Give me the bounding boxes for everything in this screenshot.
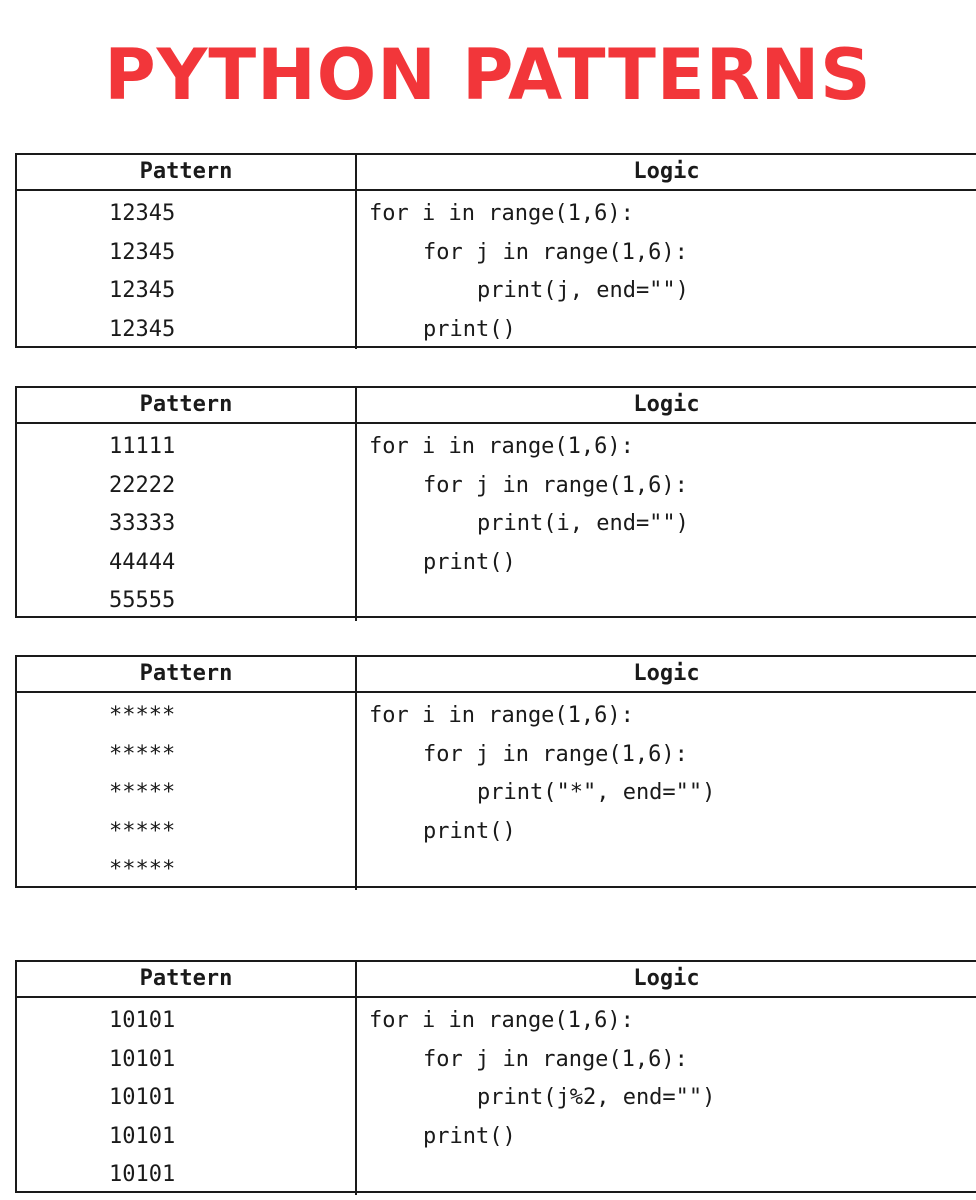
table-header [17, 657, 976, 693]
pattern-output-cell [17, 693, 357, 890]
code-line: print() [423, 818, 516, 844]
pattern-line: ***** [109, 703, 176, 728]
pattern-line: 10101 [109, 1162, 176, 1187]
code-line: print("*", end="") [477, 780, 716, 805]
pattern-line: ***** [109, 818, 176, 844]
pattern-table-4 [15, 960, 976, 1193]
code-line: print(j%2, end="") [477, 1085, 716, 1110]
code-line: for i in range(1,6): [369, 703, 634, 728]
logic-code-cell [357, 191, 976, 349]
pattern-column-header: Pattern [17, 388, 357, 422]
code-line: print(i, end="") [477, 511, 689, 536]
pattern-line: 22222 [109, 472, 176, 498]
pattern-column-header: Pattern [17, 657, 357, 691]
pattern-line: 12345 [109, 278, 176, 303]
logic-column-header: Logic [633, 159, 700, 184]
pattern-line: 44444 [109, 549, 176, 575]
pattern-line: 12345 [109, 201, 176, 226]
table-header [17, 388, 976, 424]
pattern-line: 10101 [109, 1123, 176, 1149]
pattern-line: 12345 [109, 239, 176, 265]
code-line: print(j, end="") [477, 278, 689, 303]
logic-code-cell [357, 693, 976, 890]
logic-column-header: Logic [633, 392, 700, 417]
table-body [17, 693, 976, 890]
code-line: print() [423, 549, 516, 575]
code-line: print() [423, 316, 516, 342]
pattern-table-3 [15, 655, 976, 888]
pattern-output-cell [17, 424, 357, 621]
table-body [17, 998, 976, 1195]
pattern-line: 10101 [109, 1046, 176, 1072]
pattern-output-cell [17, 998, 357, 1195]
page-title: PYTHON PATTERNS [104, 34, 872, 116]
code-line: for j in range(1,6): [423, 472, 688, 498]
pattern-table-2 [15, 386, 976, 618]
table-body [17, 191, 976, 349]
pattern-table-1 [15, 153, 976, 348]
table-header [17, 962, 976, 998]
pattern-line: 10101 [109, 1085, 176, 1110]
table-body [17, 424, 976, 621]
code-line: for i in range(1,6): [369, 201, 634, 226]
code-line: for i in range(1,6): [369, 1008, 634, 1033]
pattern-column-header: Pattern [17, 155, 357, 189]
code-line: for j in range(1,6): [423, 239, 688, 265]
code-line: for j in range(1,6): [423, 741, 688, 767]
pattern-line: ***** [109, 741, 176, 767]
code-line: for i in range(1,6): [369, 434, 634, 459]
code-line: for j in range(1,6): [423, 1046, 688, 1072]
pattern-line: 10101 [109, 1008, 176, 1033]
pattern-line: ***** [109, 857, 176, 882]
pattern-line: 55555 [109, 588, 176, 613]
pattern-column-header: Pattern [17, 962, 357, 996]
logic-column-header: Logic [633, 966, 700, 991]
table-header [17, 155, 976, 191]
pattern-line: ***** [109, 780, 176, 805]
code-line: print() [423, 1123, 516, 1149]
pattern-line: 11111 [109, 434, 176, 459]
logic-code-cell [357, 424, 976, 621]
pattern-line: 12345 [109, 316, 176, 342]
logic-column-header: Logic [633, 661, 700, 686]
logic-code-cell [357, 998, 976, 1195]
pattern-output-cell [17, 191, 357, 349]
pattern-line: 33333 [109, 511, 176, 536]
